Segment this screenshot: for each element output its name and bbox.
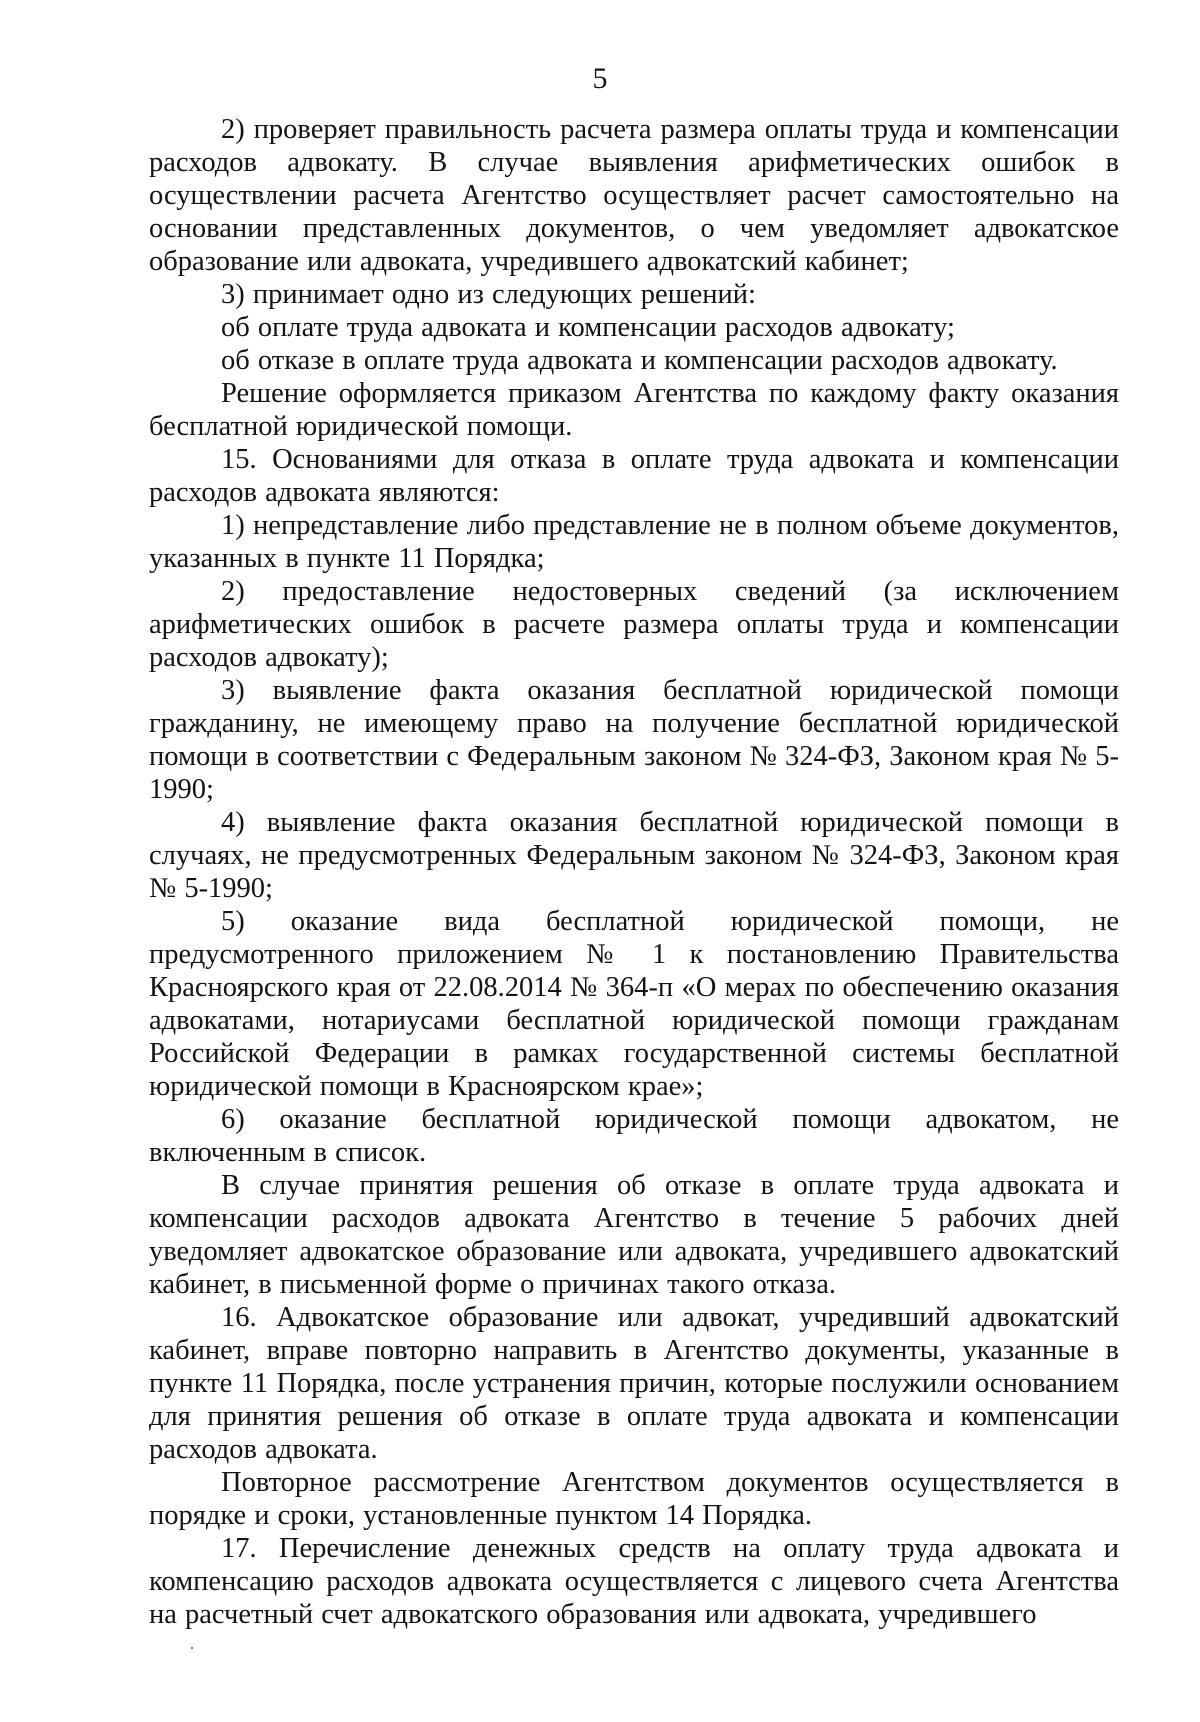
- paragraph-ground-4: 4) выявление факта оказания бесплатной юридической помощи в случаях, не предусмотренных Федеральным законом № 324-ФЗ, Законом края № 5-1990;: [149, 807, 1119, 904]
- paragraph-ground-1: 1) непредставление либо представление не в полном объеме документов, указанных в пункте 11 Порядка;: [149, 510, 1119, 574]
- paragraph-ground-3: 3) выявление факта оказания бесплатной юридической помощи гражданину, не имеющему право на получение бесплатной юридической помощи в соответствии с Федеральным законом № 324-ФЗ, Законом края № 5-1990;: [149, 675, 1119, 805]
- paragraph-ground-5: 5) оказание вида бесплатной юридической помощи, не предусмотренного приложением № 1 к постановлению Правительства Красноярского края от 22.08.2014 № 364-п «О мерах по обеспечению оказания адвокатами, нотариусами бесплатной юридической помощи гражданам Российской Федерации в рамках государственной системы бесплатной юридической помощи в Красноярском крае»;: [149, 906, 1119, 1102]
- paragraph-ground-2: 2) предоставление недостоверных сведений (за исключением арифметических ошибок в расчете размера оплаты труда и компенсации расходов адвокату);: [149, 576, 1119, 673]
- paragraph-repeat-review: Повторное рассмотрение Агентством документов осуществляется в порядке и сроки, установленные пунктом 14 Порядка.: [149, 1467, 1119, 1531]
- paragraph-decision-payment: об оплате труда адвоката и компенсации расходов адвокату;: [221, 312, 955, 343]
- paragraph-item-2-check-calculation: 2) проверяет правильность расчета размера оплаты труда и компенсации расходов адвокату. В случае выявления арифметических ошибок в осуществлении расчета Агентство осуществляет расчет самостоятельно на основании представленных документов, о чем уведомляет адвокатское образование или адвоката, учредившего адвокатский кабинет;: [149, 114, 1119, 277]
- paragraph-section-17: 17. Перечисление денежных средств на оплату труда адвоката и компенсацию расходов адвоката осуществляется с лицевого счета Агентства на расчетный счет адвокатского образования или адвоката, учредившего: [149, 1533, 1119, 1630]
- document-body: [149, 113, 1119, 1631]
- paragraph-decision-order: Решение оформляется приказом Агентства по каждому факту оказания бесплатной юридической помощи.: [149, 378, 1119, 442]
- scan-speck: [191, 1647, 193, 1649]
- paragraph-section-16: 16. Адвокатское образование или адвокат, учредивший адвокатский кабинет, вправе повторно направить в Агентство документы, указанные в пункте 11 Порядка, после устранения причин, которые послужили основанием для принятия решения об отказе в оплате труда адвоката и компенсации расходов адвоката.: [149, 1302, 1119, 1465]
- paragraph-section-15: 15. Основаниями для отказа в оплате труда адвоката и компенсации расходов адвоката являются:: [149, 444, 1119, 508]
- paragraph-ground-6: 6) оказание бесплатной юридической помощи адвокатом, не включенным в список.: [149, 1104, 1119, 1168]
- page-number: 5: [592, 62, 608, 95]
- paragraph-item-3-decision: 3) принимает одно из следующих решений:: [221, 279, 756, 310]
- paragraph-refusal-notice: В случае принятия решения об отказе в оплате труда адвоката и компенсации расходов адвоката Агентство в течение 5 рабочих дней уведомляет адвокатское образование или адвоката, учредившего адвокатский кабинет, в письменной форме о причинах такого отказа.: [149, 1170, 1119, 1300]
- paragraph-decision-refusal: об отказе в оплате труда адвоката и компенсации расходов адвокату.: [221, 345, 1058, 376]
